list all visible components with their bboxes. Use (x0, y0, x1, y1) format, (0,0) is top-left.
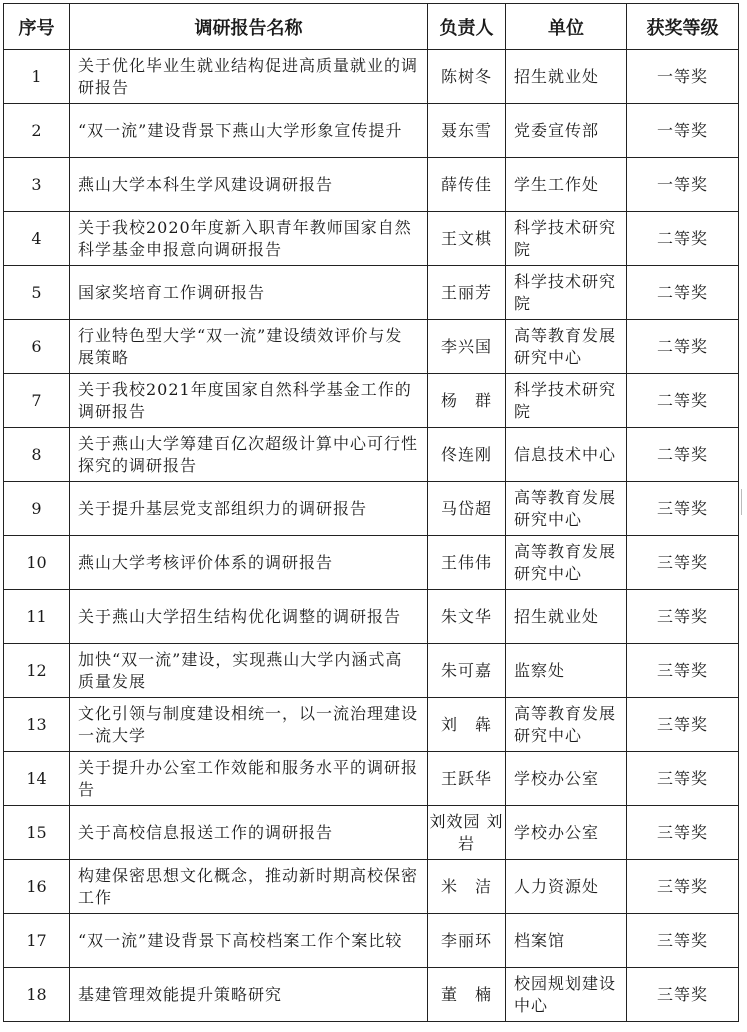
cell-lead: 米 洁 (428, 860, 506, 914)
cell-title: 国家奖培育工作调研报告 (70, 266, 428, 320)
cell-award: 二等奖 (627, 374, 739, 428)
cell-unit: 校园规划建设中心 (506, 968, 627, 1022)
header-award: 获奖等级 (627, 4, 739, 50)
cell-lead: 薛传佳 (428, 158, 506, 212)
cell-lead: 王丽芳 (428, 266, 506, 320)
cell-no: 14 (4, 752, 70, 806)
cell-award: 二等奖 (627, 320, 739, 374)
table-row (4, 590, 739, 644)
table-row (4, 914, 739, 968)
header-lead: 负责人 (428, 4, 506, 50)
cell-award: 一等奖 (627, 158, 739, 212)
table-row (4, 482, 739, 536)
cell-no: 2 (4, 104, 70, 158)
cell-unit: 招生就业处 (506, 50, 627, 104)
cell-award: 二等奖 (627, 266, 739, 320)
cell-award: 三等奖 (627, 590, 739, 644)
cell-title: 关于我校2021年度国家自然科学基金工作的调研报告 (70, 374, 428, 428)
cell-title: 文化引领与制度建设相统一，以一流治理建设一流大学 (70, 698, 428, 752)
table-row (4, 104, 739, 158)
cell-award: 三等奖 (627, 536, 739, 590)
header-no: 序号 (4, 4, 70, 50)
cell-unit: 高等教育发展研究中心 (506, 536, 627, 590)
cell-title: 行业特色型大学“双一流”建设绩效评价与发展策略 (70, 320, 428, 374)
cell-no: 15 (4, 806, 70, 860)
cell-no: 13 (4, 698, 70, 752)
table-row (4, 428, 739, 482)
cell-title: 关于燕山大学筹建百亿次超级计算中心可行性探究的调研报告 (70, 428, 428, 482)
cell-title: “双一流”建设背景下燕山大学形象宣传提升 (70, 104, 428, 158)
cell-lead: 马岱超 (428, 482, 506, 536)
cell-title: 构建保密思想文化概念，推动新时期高校保密工作 (70, 860, 428, 914)
cell-lead: 王跃华 (428, 752, 506, 806)
table-row (4, 158, 739, 212)
award-table (3, 3, 739, 1022)
cell-lead: 陈树冬 (428, 50, 506, 104)
cell-unit: 高等教育发展研究中心 (506, 482, 627, 536)
cell-no: 4 (4, 212, 70, 266)
cell-award: 三等奖 (627, 752, 739, 806)
cell-unit: 监察处 (506, 644, 627, 698)
cell-no: 6 (4, 320, 70, 374)
header-row (4, 4, 739, 50)
cell-award: 三等奖 (627, 806, 739, 860)
cell-lead: 李兴国 (428, 320, 506, 374)
cell-unit: 招生就业处 (506, 590, 627, 644)
cell-lead: 王伟伟 (428, 536, 506, 590)
cell-no: 12 (4, 644, 70, 698)
table-row (4, 752, 739, 806)
cell-unit: 科学技术研究院 (506, 212, 627, 266)
cell-no: 17 (4, 914, 70, 968)
cell-no: 9 (4, 482, 70, 536)
cell-no: 3 (4, 158, 70, 212)
cell-lead: 佟连刚 (428, 428, 506, 482)
cell-award: 三等奖 (627, 644, 739, 698)
cell-award: 三等奖 (627, 698, 739, 752)
cell-lead: 刘效园 刘 岩 (428, 806, 506, 860)
cell-title: “双一流”建设背景下高校档案工作个案比较 (70, 914, 428, 968)
cell-title: 燕山大学本科生学风建设调研报告 (70, 158, 428, 212)
cell-lead: 聂东雪 (428, 104, 506, 158)
cell-no: 10 (4, 536, 70, 590)
cell-award: 一等奖 (627, 50, 739, 104)
cell-lead: 李丽环 (428, 914, 506, 968)
table-row (4, 698, 739, 752)
cell-award: 二等奖 (627, 428, 739, 482)
cell-award: 三等奖 (627, 968, 739, 1022)
cell-unit: 党委宣传部 (506, 104, 627, 158)
cell-title: 加快“双一流”建设，实现燕山大学内涵式高质量发展 (70, 644, 428, 698)
table-row (4, 806, 739, 860)
cell-unit: 学校办公室 (506, 752, 627, 806)
cell-title: 关于高校信息报送工作的调研报告 (70, 806, 428, 860)
table-row (4, 266, 739, 320)
cell-unit: 人力资源处 (506, 860, 627, 914)
cell-title: 关于提升办公室工作效能和服务水平的调研报告 (70, 752, 428, 806)
cell-award: 一等奖 (627, 104, 739, 158)
cell-no: 7 (4, 374, 70, 428)
cell-lead: 朱可嘉 (428, 644, 506, 698)
cell-unit: 科学技术研究院 (506, 374, 627, 428)
cell-no: 1 (4, 50, 70, 104)
cell-no: 11 (4, 590, 70, 644)
cell-unit: 学生工作处 (506, 158, 627, 212)
cell-no: 5 (4, 266, 70, 320)
cell-lead: 刘 犇 (428, 698, 506, 752)
cell-unit: 高等教育发展研究中心 (506, 698, 627, 752)
cell-title: 关于燕山大学招生结构优化调整的调研报告 (70, 590, 428, 644)
cell-title: 关于我校2020年度新入职青年教师国家自然科学基金申报意向调研报告 (70, 212, 428, 266)
cell-no: 18 (4, 968, 70, 1022)
margin-marker (741, 489, 747, 515)
header-unit: 单位 (506, 4, 627, 50)
table-row (4, 644, 739, 698)
cell-unit: 学校办公室 (506, 806, 627, 860)
cell-no: 16 (4, 860, 70, 914)
cell-title: 燕山大学考核评价体系的调研报告 (70, 536, 428, 590)
cell-award: 三等奖 (627, 860, 739, 914)
cell-lead: 朱文华 (428, 590, 506, 644)
table-row (4, 968, 739, 1022)
cell-award: 二等奖 (627, 212, 739, 266)
table-row (4, 50, 739, 104)
cell-title: 关于优化毕业生就业结构促进高质量就业的调研报告 (70, 50, 428, 104)
table-row (4, 536, 739, 590)
cell-title: 基建管理效能提升策略研究 (70, 968, 428, 1022)
table-row (4, 320, 739, 374)
cell-unit: 科学技术研究院 (506, 266, 627, 320)
cell-award: 三等奖 (627, 482, 739, 536)
cell-lead: 王文棋 (428, 212, 506, 266)
cell-no: 8 (4, 428, 70, 482)
cell-lead: 董 楠 (428, 968, 506, 1022)
cell-title: 关于提升基层党支部组织力的调研报告 (70, 482, 428, 536)
cell-unit: 档案馆 (506, 914, 627, 968)
cell-unit: 高等教育发展研究中心 (506, 320, 627, 374)
header-title: 调研报告名称 (70, 4, 428, 50)
cell-award: 三等奖 (627, 914, 739, 968)
table-row (4, 212, 739, 266)
cell-lead: 杨 群 (428, 374, 506, 428)
table-row (4, 860, 739, 914)
table-row (4, 374, 739, 428)
cell-unit: 信息技术中心 (506, 428, 627, 482)
